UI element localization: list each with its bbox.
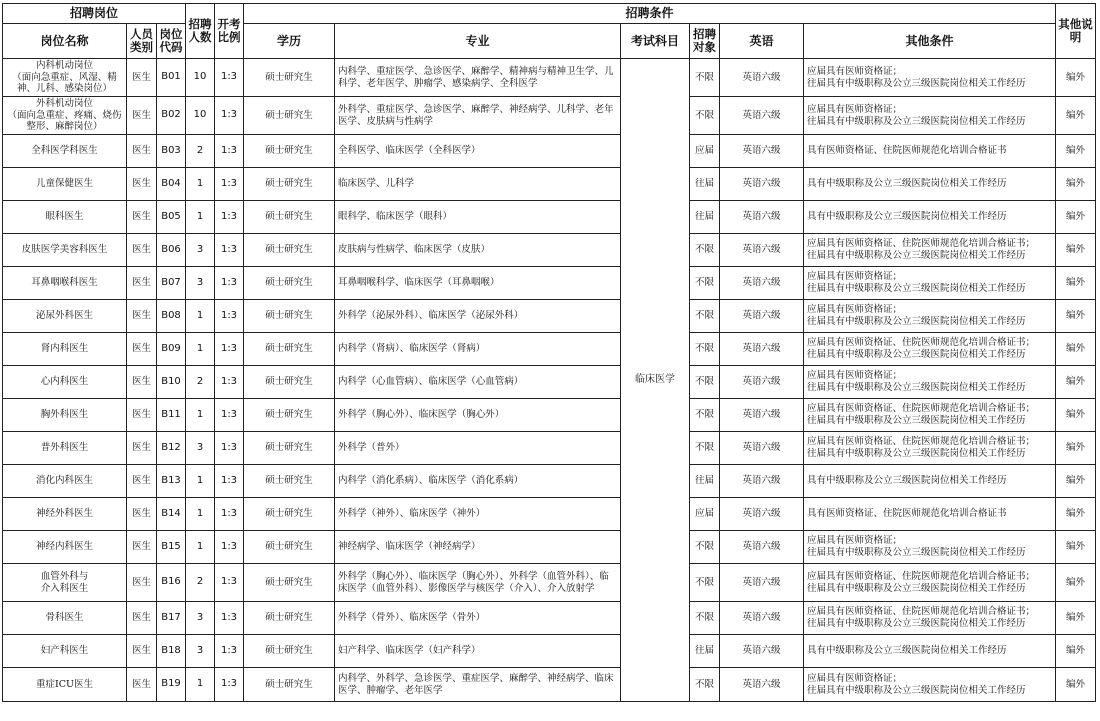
other-notes-cell: 编外 [1056,366,1096,399]
exam-ratio-cell: 1:3 [215,333,244,366]
table-row [3,602,1096,635]
other-conditions-cell: 应届具有医师资格证、住院医师规范化培训合格证书； 往届具有中级职称及公立三级医院岗位相关工作经历 [804,234,1056,267]
table-row [3,59,1096,97]
header-exam-ratio: 开考比例 [215,4,244,59]
table-row [3,97,1096,135]
major-cell: 内科学（消化系病）、临床医学（消化系病） [335,465,621,498]
english-cell: 英语六级 [720,531,804,564]
other-notes-cell: 编外 [1056,602,1096,635]
table-row [3,399,1096,432]
position-code-cell: B15 [157,531,186,564]
table-row [3,135,1096,168]
target-cell: 应届 [690,135,720,168]
recruit-count-cell: 3 [186,234,215,267]
exam-ratio-cell: 1:3 [215,300,244,333]
target-cell: 不限 [690,564,720,602]
other-notes-cell: 编外 [1056,267,1096,300]
other-notes-cell: 编外 [1056,300,1096,333]
recruit-count-cell: 3 [186,267,215,300]
staff-type-cell: 医生 [127,465,157,498]
other-notes-cell: 编外 [1056,668,1096,702]
exam-ratio-cell: 1:3 [215,201,244,234]
major-cell: 内科学、重症医学、急诊医学、麻醉学、精神病与精神卫生学、儿科学、老年医学、肿瘤学、感染病学、全科医学 [335,59,621,97]
recruit-count-cell: 1 [186,399,215,432]
recruit-count-cell: 1 [186,300,215,333]
other-conditions-cell: 应届具有医师资格证； 往届具有中级职称及公立三级医院岗位相关工作经历 [804,267,1056,300]
position-name-cell: 神经内科医生 [3,531,127,564]
target-cell: 不限 [690,602,720,635]
exam-ratio-cell: 1:3 [215,399,244,432]
major-cell: 全科医学、临床医学（全科医学） [335,135,621,168]
major-cell: 外科学（泌尿外科）、临床医学（泌尿外科） [335,300,621,333]
major-cell: 外科学（胸心外）、临床医学（胸心外）、外科学（血管外科）、临床医学（血管外科）、影像医学与核医学（介入）、介入放射学 [335,564,621,602]
recruit-count-cell: 3 [186,602,215,635]
header-major: 专业 [335,24,621,59]
position-code-cell: B10 [157,366,186,399]
education-cell: 硕士研究生 [244,635,335,668]
education-cell: 硕士研究生 [244,97,335,135]
position-code-cell: B13 [157,465,186,498]
staff-type-cell: 医生 [127,135,157,168]
table-row [3,668,1096,702]
header-exam-subject: 考试科目 [621,24,690,59]
education-cell: 硕士研究生 [244,333,335,366]
staff-type-cell: 医生 [127,602,157,635]
other-notes-cell: 编外 [1056,168,1096,201]
recruit-count-cell: 1 [186,333,215,366]
other-conditions-cell: 具有中级职称及公立三级医院岗位相关工作经历 [804,635,1056,668]
exam-ratio-cell: 1:3 [215,602,244,635]
position-name-cell: 重症ICU医生 [3,668,127,702]
position-code-cell: B17 [157,602,186,635]
header-other-notes: 其他说明 [1056,4,1096,59]
exam-ratio-cell: 1:3 [215,635,244,668]
english-cell: 英语六级 [720,432,804,465]
header-recruit-conditions: 招聘条件 [244,4,1056,24]
recruit-count-cell: 10 [186,97,215,135]
english-cell: 英语六级 [720,135,804,168]
exam-ratio-cell: 1:3 [215,234,244,267]
other-conditions-cell: 具有中级职称及公立三级医院岗位相关工作经历 [804,168,1056,201]
education-cell: 硕士研究生 [244,399,335,432]
exam-ratio-cell: 1:3 [215,465,244,498]
other-notes-cell: 编外 [1056,59,1096,97]
position-name-cell: 泌尿外科医生 [3,300,127,333]
major-cell: 内科学（肾病）、临床医学（肾病） [335,333,621,366]
table-row [3,267,1096,300]
position-code-cell: B05 [157,201,186,234]
education-cell: 硕士研究生 [244,267,335,300]
education-cell: 硕士研究生 [244,366,335,399]
exam-ratio-cell: 1:3 [215,59,244,97]
english-cell: 英语六级 [720,97,804,135]
position-code-cell: B09 [157,333,186,366]
other-conditions-cell: 应届具有医师资格证； 往届具有中级职称及公立三级医院岗位相关工作经历 [804,59,1056,97]
position-code-cell: B14 [157,498,186,531]
staff-type-cell: 医生 [127,432,157,465]
other-conditions-cell: 应届具有医师资格证； 往届具有中级职称及公立三级医院岗位相关工作经历 [804,300,1056,333]
other-notes-cell: 编外 [1056,201,1096,234]
header-target: 招聘对象 [690,24,720,59]
recruit-count-cell: 1 [186,201,215,234]
education-cell: 硕士研究生 [244,59,335,97]
target-cell: 往届 [690,201,720,234]
header-recruit-count: 招聘人数 [186,4,215,59]
position-name-cell: 神经外科医生 [3,498,127,531]
position-code-cell: B16 [157,564,186,602]
major-cell: 妇产科学、临床医学（妇产科学） [335,635,621,668]
recruit-count-cell: 1 [186,168,215,201]
table-body [3,59,1096,702]
recruit-count-cell: 1 [186,668,215,702]
education-cell: 硕士研究生 [244,564,335,602]
other-conditions-cell: 具有医师资格证、住院医师规范化培训合格证书 [804,135,1056,168]
position-code-cell: B02 [157,97,186,135]
target-cell: 不限 [690,234,720,267]
major-cell: 皮肤病与性病学、临床医学（皮肤） [335,234,621,267]
staff-type-cell: 医生 [127,564,157,602]
recruit-count-cell: 2 [186,135,215,168]
education-cell: 硕士研究生 [244,135,335,168]
table-row [3,366,1096,399]
position-name-cell: 内科机动岗位 （面向急重症、风湿、精神、儿科、感染岗位） [3,59,127,97]
english-cell: 英语六级 [720,366,804,399]
other-conditions-cell: 具有医师资格证、住院医师规范化培训合格证书 [804,498,1056,531]
exam-subject-cell: 临床医学 [621,59,690,702]
staff-type-cell: 医生 [127,97,157,135]
english-cell: 英语六级 [720,668,804,702]
other-conditions-cell: 应届具有医师资格证、住院医师规范化培训合格证书； 往届具有中级职称及公立三级医院岗位相关工作经历 [804,432,1056,465]
target-cell: 不限 [690,399,720,432]
table-row [3,300,1096,333]
exam-ratio-cell: 1:3 [215,668,244,702]
other-notes-cell: 编外 [1056,564,1096,602]
major-cell: 外科学（神外）、临床医学（神外） [335,498,621,531]
recruit-count-cell: 3 [186,635,215,668]
english-cell: 英语六级 [720,267,804,300]
position-name-cell: 心内科医生 [3,366,127,399]
target-cell: 不限 [690,267,720,300]
major-cell: 外科学（骨外）、临床医学（骨外） [335,602,621,635]
header-row-columns [3,24,1096,59]
position-code-cell: B07 [157,267,186,300]
table-row [3,201,1096,234]
english-cell: 英语六级 [720,333,804,366]
exam-ratio-cell: 1:3 [215,267,244,300]
staff-type-cell: 医生 [127,635,157,668]
recruitment-table [2,3,1096,702]
other-conditions-cell: 应届具有医师资格证、住院医师规范化培训合格证书； 往届具有中级职称及公立三级医院岗位相关工作经历 [804,602,1056,635]
table-row [3,564,1096,602]
exam-ratio-cell: 1:3 [215,135,244,168]
position-code-cell: B11 [157,399,186,432]
major-cell: 内科学、外科学、急诊医学、重症医学、麻醉学、神经病学、临床医学、肿瘤学、老年医学 [335,668,621,702]
recruit-count-cell: 1 [186,531,215,564]
other-notes-cell: 编外 [1056,333,1096,366]
education-cell: 硕士研究生 [244,201,335,234]
english-cell: 英语六级 [720,300,804,333]
recruit-count-cell: 1 [186,498,215,531]
header-other-conditions: 其他条件 [804,24,1056,59]
table-row [3,333,1096,366]
target-cell: 不限 [690,432,720,465]
target-cell: 不限 [690,668,720,702]
other-notes-cell: 编外 [1056,97,1096,135]
position-code-cell: B01 [157,59,186,97]
header-education: 学历 [244,24,335,59]
position-name-cell: 血管外科与 介入科医生 [3,564,127,602]
exam-ratio-cell: 1:3 [215,366,244,399]
education-cell: 硕士研究生 [244,498,335,531]
other-notes-cell: 编外 [1056,531,1096,564]
education-cell: 硕士研究生 [244,465,335,498]
other-conditions-cell: 应届具有医师资格证； 往届具有中级职称及公立三级医院岗位相关工作经历 [804,531,1056,564]
other-conditions-cell: 应届具有医师资格证； 往届具有中级职称及公立三级医院岗位相关工作经历 [804,366,1056,399]
other-notes-cell: 编外 [1056,432,1096,465]
table-row [3,531,1096,564]
english-cell: 英语六级 [720,59,804,97]
education-cell: 硕士研究生 [244,432,335,465]
table-header [3,4,1096,59]
other-notes-cell: 编外 [1056,465,1096,498]
other-notes-cell: 编外 [1056,399,1096,432]
exam-ratio-cell: 1:3 [215,564,244,602]
target-cell: 不限 [690,300,720,333]
recruit-count-cell: 2 [186,564,215,602]
position-name-cell: 胸外科医生 [3,399,127,432]
target-cell: 往届 [690,635,720,668]
position-name-cell: 儿童保健医生 [3,168,127,201]
recruit-count-cell: 2 [186,366,215,399]
recruit-count-cell: 3 [186,432,215,465]
other-conditions-cell: 应届具有医师资格证、住院医师规范化培训合格证书； 往届具有中级职称及公立三级医院岗位相关工作经历 [804,564,1056,602]
table-row [3,432,1096,465]
recruit-count-cell: 10 [186,59,215,97]
english-cell: 英语六级 [720,399,804,432]
header-position-name: 岗位名称 [3,24,127,59]
staff-type-cell: 医生 [127,234,157,267]
education-cell: 硕士研究生 [244,668,335,702]
table-row [3,168,1096,201]
other-notes-cell: 编外 [1056,498,1096,531]
target-cell: 往届 [690,465,720,498]
position-name-cell: 骨科医生 [3,602,127,635]
education-cell: 硕士研究生 [244,602,335,635]
education-cell: 硕士研究生 [244,300,335,333]
table-row [3,234,1096,267]
position-code-cell: B19 [157,668,186,702]
staff-type-cell: 医生 [127,267,157,300]
english-cell: 英语六级 [720,564,804,602]
target-cell: 不限 [690,97,720,135]
header-english: 英语 [720,24,804,59]
position-code-cell: B08 [157,300,186,333]
staff-type-cell: 医生 [127,668,157,702]
position-code-cell: B06 [157,234,186,267]
english-cell: 英语六级 [720,234,804,267]
exam-ratio-cell: 1:3 [215,498,244,531]
exam-ratio-cell: 1:3 [215,168,244,201]
staff-type-cell: 医生 [127,399,157,432]
staff-type-cell: 医生 [127,531,157,564]
position-code-cell: B18 [157,635,186,668]
exam-ratio-cell: 1:3 [215,432,244,465]
position-name-cell: 普外科医生 [3,432,127,465]
major-cell: 外科学（普外） [335,432,621,465]
major-cell: 内科学（心血管病）、临床医学（心血管病） [335,366,621,399]
position-name-cell: 肾内科医生 [3,333,127,366]
position-name-cell: 眼科医生 [3,201,127,234]
table-row [3,498,1096,531]
other-conditions-cell: 应届具有医师资格证； 往届具有中级职称及公立三级医院岗位相关工作经历 [804,97,1056,135]
major-cell: 外科学（胸心外）、临床医学（胸心外） [335,399,621,432]
header-staff-type: 人员类别 [127,24,157,59]
recruit-count-cell: 1 [186,465,215,498]
major-cell: 眼科学、临床医学（眼科） [335,201,621,234]
staff-type-cell: 医生 [127,498,157,531]
header-row-sections [3,4,1096,24]
target-cell: 不限 [690,531,720,564]
major-cell: 耳鼻咽喉科学、临床医学（耳鼻咽喉） [335,267,621,300]
target-cell: 应届 [690,498,720,531]
target-cell: 不限 [690,59,720,97]
education-cell: 硕士研究生 [244,531,335,564]
position-name-cell: 外科机动岗位 （面向急重症、疼痛、烧伤整形、麻醉岗位） [3,97,127,135]
staff-type-cell: 医生 [127,333,157,366]
table-row [3,465,1096,498]
position-code-cell: B03 [157,135,186,168]
english-cell: 英语六级 [720,498,804,531]
exam-ratio-cell: 1:3 [215,531,244,564]
position-name-cell: 耳鼻咽喉科医生 [3,267,127,300]
header-recruit-position: 招聘岗位 [3,4,186,24]
target-cell: 不限 [690,366,720,399]
english-cell: 英语六级 [720,201,804,234]
english-cell: 英语六级 [720,168,804,201]
english-cell: 英语六级 [720,602,804,635]
other-conditions-cell: 应届具有医师资格证、住院医师规范化培训合格证书； 往届具有中级职称及公立三级医院岗位相关工作经历 [804,399,1056,432]
staff-type-cell: 医生 [127,59,157,97]
other-notes-cell: 编外 [1056,135,1096,168]
position-name-cell: 皮肤医学美容科医生 [3,234,127,267]
other-conditions-cell: 具有中级职称及公立三级医院岗位相关工作经历 [804,201,1056,234]
target-cell: 不限 [690,333,720,366]
position-name-cell: 妇产科医生 [3,635,127,668]
staff-type-cell: 医生 [127,201,157,234]
position-code-cell: B12 [157,432,186,465]
exam-ratio-cell: 1:3 [215,97,244,135]
english-cell: 英语六级 [720,635,804,668]
position-name-cell: 消化内科医生 [3,465,127,498]
other-conditions-cell: 具有中级职称及公立三级医院岗位相关工作经历 [804,465,1056,498]
table-row [3,635,1096,668]
other-conditions-cell: 应届具有医师资格证； 往届具有中级职称及公立三级医院岗位相关工作经历 [804,668,1056,702]
major-cell: 临床医学、儿科学 [335,168,621,201]
major-cell: 外科学、重症医学、急诊医学、麻醉学、神经病学、儿科学、老年医学、皮肤病与性病学 [335,97,621,135]
education-cell: 硕士研究生 [244,234,335,267]
staff-type-cell: 医生 [127,168,157,201]
header-position-code: 岗位代码 [157,24,186,59]
education-cell: 硕士研究生 [244,168,335,201]
other-notes-cell: 编外 [1056,635,1096,668]
other-conditions-cell: 应届具有医师资格证、住院医师规范化培训合格证书； 往届具有中级职称及公立三级医院岗位相关工作经历 [804,333,1056,366]
staff-type-cell: 医生 [127,366,157,399]
english-cell: 英语六级 [720,465,804,498]
position-name-cell: 全科医学科医生 [3,135,127,168]
other-notes-cell: 编外 [1056,234,1096,267]
target-cell: 往届 [690,168,720,201]
major-cell: 神经病学、临床医学（神经病学） [335,531,621,564]
position-code-cell: B04 [157,168,186,201]
staff-type-cell: 医生 [127,300,157,333]
